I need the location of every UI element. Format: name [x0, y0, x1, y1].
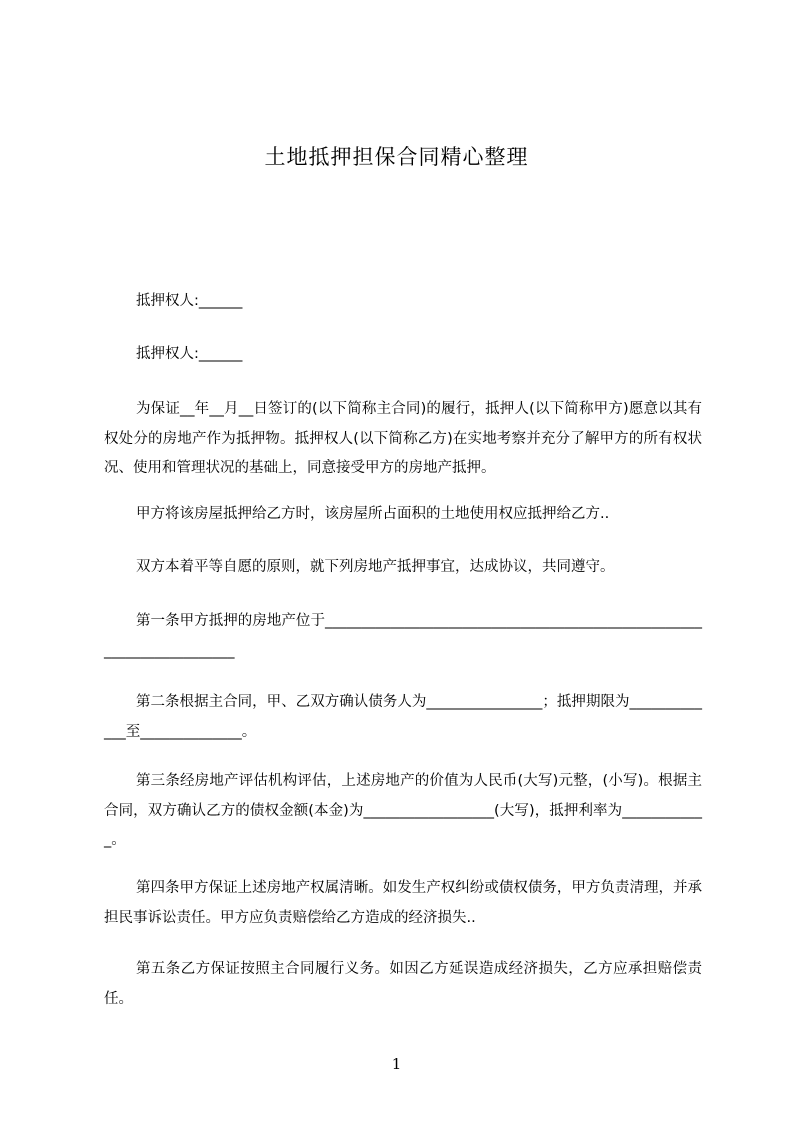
article-3: 第三条经房地产评估机构评估，上述房地产的价值为人民币(大写)元整，(小写)。根据主合同，双方确认乙方的债权金额(本金)为__________________(大写)，抵押利率为____________。	[104, 773, 702, 848]
article-5: 第五条乙方保证按照主合同履行义务。如因乙方延误造成经济损失，乙方应承担赔偿责任。	[104, 961, 702, 1007]
mortgagee-line-2: 抵押权人:______	[136, 346, 243, 362]
article-1: 第一条甲方抵押的房地产位于______________________________________________________________________	[104, 613, 702, 659]
document-title: 土地抵押担保合同精心整理	[264, 145, 529, 169]
page-number: 1	[391, 1055, 402, 1073]
article-4: 第四条甲方保证上述房地产权属清晰。如发生产权纠纷或债权债务，甲方负责清理，并承担民事诉讼责任。甲方应负责赔偿给乙方造成的经济损失..	[104, 880, 702, 926]
preamble-paragraph: 为保证__年__月__日签订的(以下简称主合同)的履行，抵押人(以下简称甲方)愿意以其有权处分的房地产作为抵押物。抵押权人(以下简称乙方)在实地考察并充分了解甲方的所有权状况、使用和管理状况的基础上，同意接受甲方的房地产抵押。	[104, 401, 702, 476]
agreement-paragraph: 双方本着平等自愿的原则，就下列房地产抵押事宜，达成协议，共同遵守。	[136, 559, 615, 575]
mortgagee-line-1: 抵押权人:______	[136, 293, 243, 309]
land-use-paragraph: 甲方将该房屋抵押给乙方时，该房屋所占面积的土地使用权应抵押给乙方..	[136, 506, 610, 522]
article-2: 第二条根据主合同，甲、乙双方确认债务人为________________；抵押期限为_____________至______________。	[104, 694, 702, 740]
